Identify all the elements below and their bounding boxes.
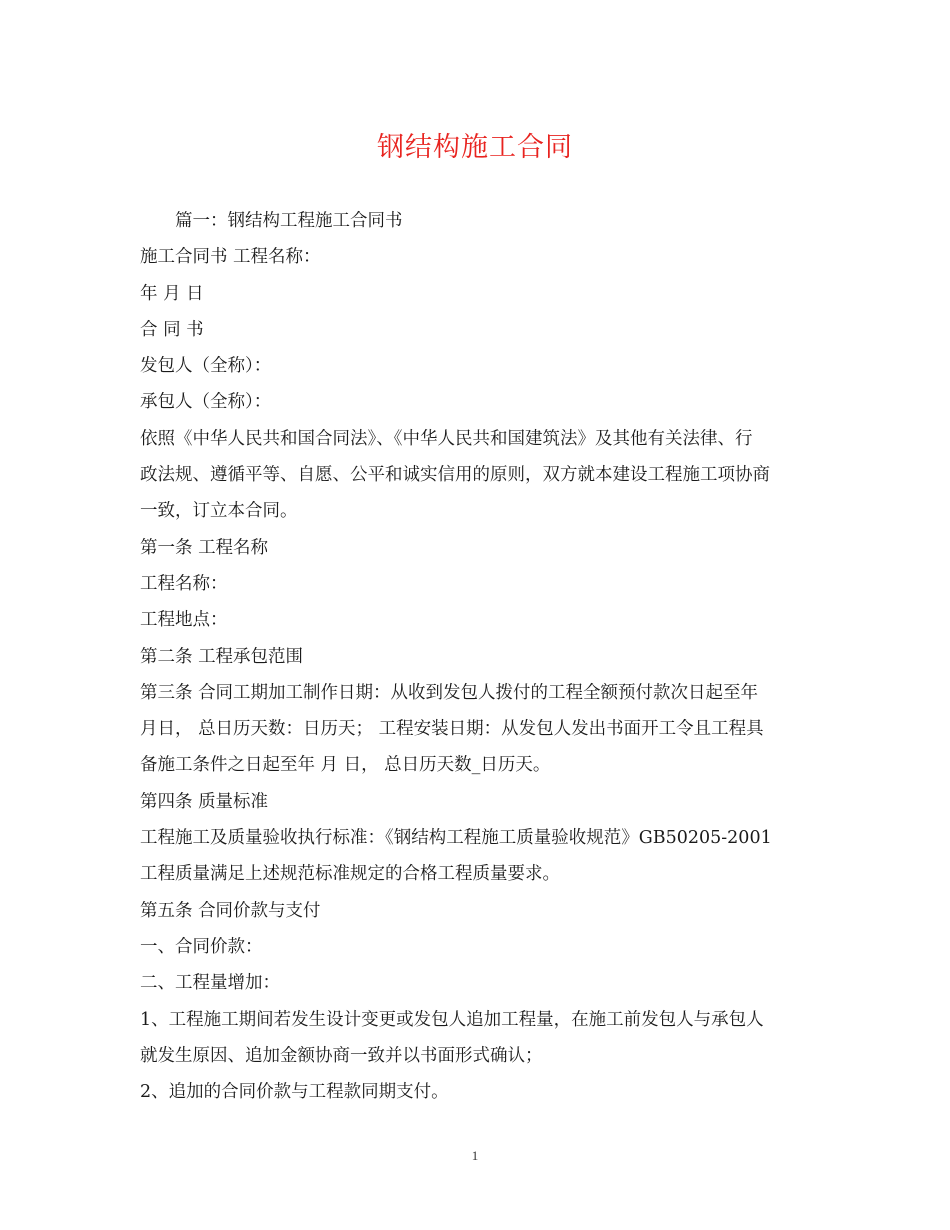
text-line: 一、合同价款： bbox=[140, 936, 263, 957]
text-line: 承包人（全称）： bbox=[140, 392, 272, 413]
text-line: 工程名称： bbox=[140, 573, 228, 594]
text-line: 施工合同书 工程名称： bbox=[140, 247, 321, 268]
text-line: 备施工条件之日起至年 月 日， 总日历天数_日历天。 bbox=[140, 755, 551, 776]
text-line: 就发生原因、追加金额协商一致并以书面形式确认； bbox=[140, 1045, 543, 1066]
document-body bbox=[140, 203, 820, 1110]
text-line: 政法规、遵循平等、自愿、公平和诚实信用的原则，双方就本建设工程施工项协商 bbox=[140, 465, 770, 486]
page-number: 1 bbox=[471, 1148, 479, 1163]
text-line: 发包人（全称）： bbox=[140, 356, 272, 377]
text-line: 2、追加的合同价款与工程款同期支付。 bbox=[140, 1082, 449, 1103]
article-heading: 第五条 合同价款与支付 bbox=[140, 900, 321, 921]
text-line: 月日， 总日历天数：日历天； 工程安装日期：从发包人发出书面开工令且工程具 bbox=[140, 719, 764, 740]
article-heading: 第四条 质量标准 bbox=[140, 791, 269, 812]
document-title: 钢结构施工合同 bbox=[377, 132, 573, 163]
text-line: 工程质量满足上述规范标准规定的合格工程质量要求。 bbox=[140, 864, 560, 885]
text-line: 合 同 书 bbox=[140, 319, 204, 340]
text-line: 一致，订立本合同。 bbox=[140, 501, 298, 522]
text-line: 工程施工及质量验收执行标准：《钢结构工程施工质量验收规范》GB50205-2001 bbox=[140, 828, 772, 849]
text-line: 依照《中华人民共和国合同法》、《中华人民共和国建筑法》及其他有关法律、行 bbox=[140, 428, 753, 449]
text-line: 1、工程施工期间若发生设计变更或发包人追加工程量，在施工前发包人与承包人 bbox=[140, 1009, 764, 1030]
article-heading: 第二条 工程承包范围 bbox=[140, 646, 304, 667]
text-line: 工程地点： bbox=[140, 610, 228, 631]
text-line: 二、工程量增加： bbox=[140, 973, 280, 994]
section-heading: 篇一：钢结构工程施工合同书 bbox=[175, 211, 403, 231]
text-line: 年 月 日 bbox=[140, 283, 204, 304]
article-heading: 第一条 工程名称 bbox=[140, 537, 269, 558]
article-heading: 第三条 合同工期加工制作日期：从收到发包人拨付的工程全额预付款次日起至年 bbox=[140, 682, 759, 703]
